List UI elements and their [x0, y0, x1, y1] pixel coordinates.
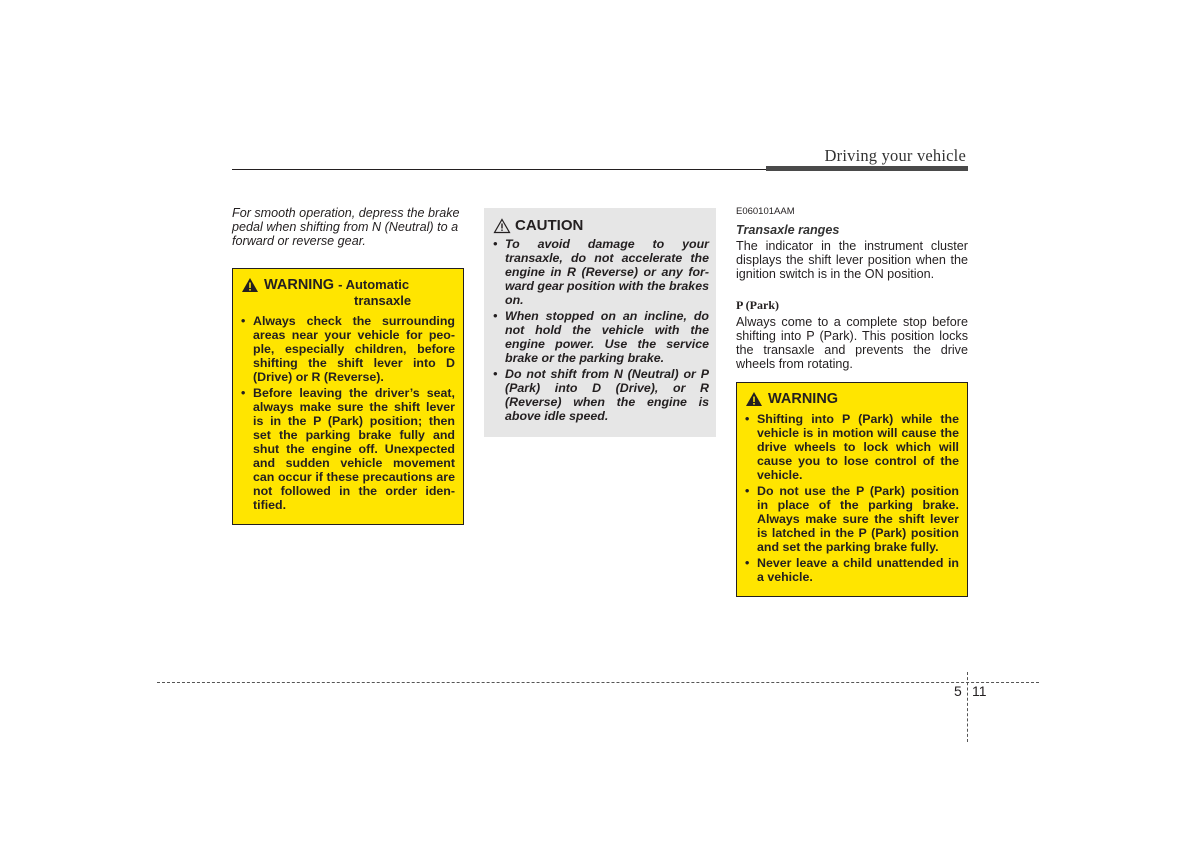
caution-heading [493, 217, 709, 234]
header-accent-bar [766, 166, 968, 171]
page-header-title: Driving your vehicle [824, 146, 966, 165]
page-section-number: 5 [954, 683, 962, 699]
section-code: E060101AAM [736, 206, 795, 217]
warning-triangle-icon [241, 277, 259, 293]
list-item: • To avoid damage to your transaxle, do not accelerate the engine in R (Reverse) or any for-ward gear position with the brakes on. [493, 237, 709, 307]
list-item: • Never leave a child unattended in a vehicle. [745, 556, 959, 584]
warning-heading [745, 391, 959, 407]
warning-label: WARNING [264, 277, 335, 293]
page-number: 11 [972, 683, 987, 699]
list-item: • Do not use the P (Park) position in place of the parking brake. Always make sure the shift lever is latched in the P (Park) position and set the parking brake fully. [745, 484, 959, 554]
warning-box-park [736, 382, 968, 597]
caution-triangle-icon [493, 218, 511, 234]
warning-bullet-list [241, 314, 455, 512]
column-middle [484, 208, 716, 437]
warning-subtitle: - Automatic [338, 277, 410, 292]
list-item: • When stopped on an incline, do not hold the vehicle with the engine power. Use the service brake or the parking brake. [493, 309, 709, 365]
park-heading: P (Park) [736, 298, 779, 312]
warning-box-automatic-transaxle [232, 268, 464, 525]
warning-bullet-list [745, 412, 959, 584]
list-item: • Do not shift from N (Neutral) or P (Park) into D (Drive), or R (Reverse) when the engine is above idle speed. [493, 367, 709, 423]
warning-triangle-icon [745, 391, 763, 407]
footer-rule [157, 682, 1039, 683]
column-left [232, 206, 464, 525]
caution-box [484, 208, 716, 437]
list-item: • Before leaving the driver’s seat, always make sure the shift lever is in the P (Park) position; then set the parking brake fully and shut the engine off. Unexpected and sudden vehicle movement can occur if these precautions are not followed in the order iden-tified. [241, 386, 455, 512]
caution-label: CAUTION [515, 217, 584, 234]
list-item: • Always check the surrounding areas near your vehicle for peo-ple, especially children, before shifting the shift lever into D (Drive) or R (Reverse). [241, 314, 455, 384]
list-item: • Shifting into P (Park) while the vehicle is in motion will cause the drive wheels to lock which will cause you to lose control of the vehicle. [745, 412, 959, 482]
intro-text: For smooth operation, depress the brake pedal when shifting from N (Neutral) to a forward or reverse gear. [232, 206, 460, 248]
footer-divider [967, 672, 968, 742]
caution-bullet-list [493, 237, 709, 423]
paragraph-indicator: The indicator in the instrument cluster displays the shift lever position when the ignition switch is in the ON position. [736, 239, 968, 281]
section-subheading: Transaxle ranges [736, 223, 840, 237]
warning-label: WARNING [768, 391, 839, 407]
warning-subtitle-2: transaxle [354, 293, 412, 308]
paragraph-park: Always come to a complete stop before shifting into P (Park). This position locks the transaxle and prevents the drive wheels from rotating. [736, 315, 968, 371]
warning-heading [241, 277, 455, 309]
column-right [736, 206, 968, 597]
